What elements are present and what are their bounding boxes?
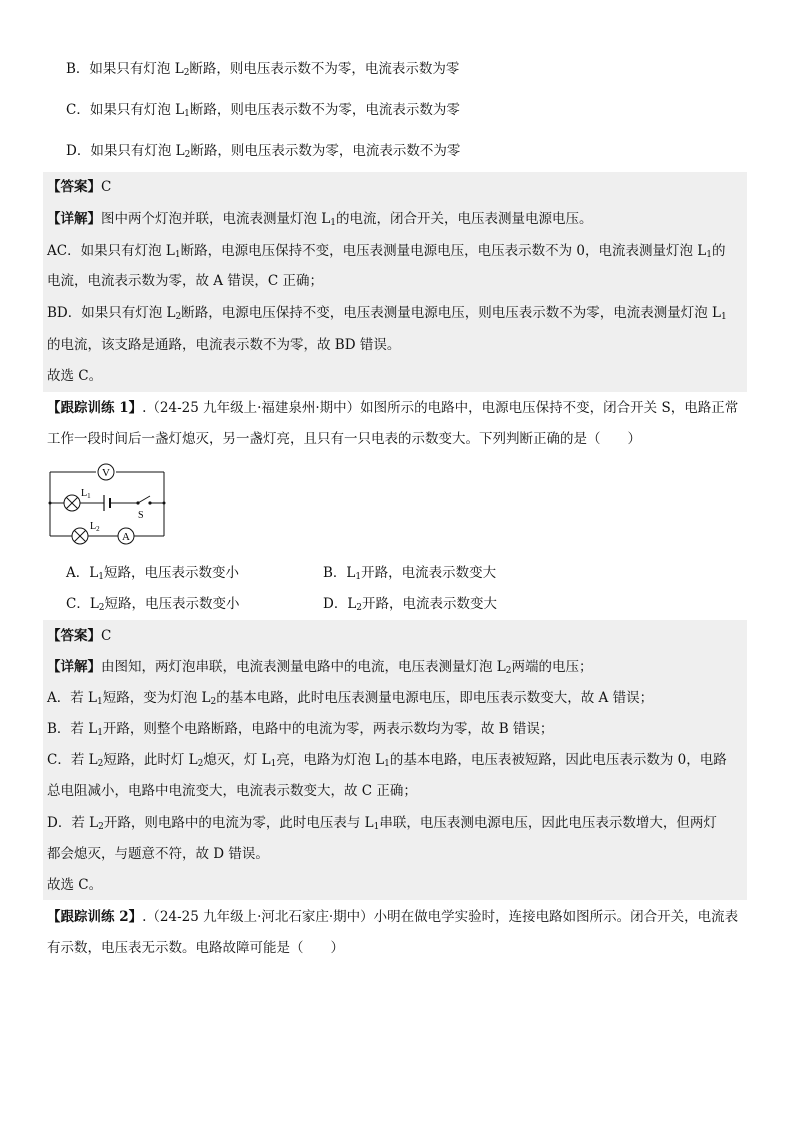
training1-detail: 【详解】由图知，两灯泡串联，电流表测量电路中的电流，电压表测量灯泡 $L_2$两端的电压；	[47, 659, 593, 676]
svg-text:V: V	[102, 467, 110, 479]
training2-question-line2: 有示数，电压表无示数。电路故障可能是（ ）	[47, 940, 344, 956]
training1-option-d: D．$L_2$开路，电流表示数变大	[323, 596, 498, 613]
training1-option-a: A．$L_1$短路，电压表示数变小	[66, 565, 239, 582]
battery-icon	[104, 495, 110, 511]
lamp-l1-icon	[64, 495, 80, 511]
switch-icon	[136, 496, 151, 505]
lamp-l2-label: $L_2$	[90, 521, 100, 533]
ammeter-icon	[118, 528, 134, 544]
svg-text:A: A	[122, 531, 130, 543]
q1-detail-ac-line2: 电流，电流表示数为零，故 A 错误，C 正确；	[47, 273, 323, 289]
q1-detail-ac-line1: AC．如果只有灯泡 $L_1$断路，电源电压保持不变，电压表测量电源电压，电压表示数不为 0，电流表测量灯泡 $L_1$的	[47, 243, 726, 260]
q1-option-c: C．如果只有灯泡 $L_1$断路，则电压表示数不为零，电流表示数为零	[66, 102, 460, 119]
training1-question-line2: 工作一段时间后一盏灯熄灭，另一盏灯亮，且只有一只电表的示数变大。下列判断正确的是（ ）	[47, 431, 641, 447]
training1-detail-d-line1: D．若 $L_2$开路，则电路中的电流为零，此时电压表与 $L_1$串联，电压表测电源电压，因此电压表示数增大，但两灯	[47, 815, 717, 832]
switch-label: S	[138, 510, 144, 521]
training1-detail-d-line2: 都会熄灭，与题意不符，故 D 错误。	[47, 846, 269, 862]
training1-detail-c-line1: C．若 $L_2$短路，此时灯 $L_2$熄灭，灯 $L_1$亮，电路为灯泡 $L_1$的基本电路，电压表被短路，因此电压表示数为 0，电路	[47, 752, 727, 769]
training1-option-b: B．$L_1$开路，电流表示数变大	[323, 565, 497, 582]
q1-option-b: B．如果只有灯泡 $L_2$断路，则电压表示数不为零，电流表示数为零	[66, 61, 460, 78]
training1-detail-c-line2: 总电阻减小，电路中电流变大，电流表示数变大，故 C 正确；	[47, 783, 417, 799]
lamp-l1-label: $L_1$	[81, 488, 91, 500]
training1-conclusion: 故选 C。	[47, 877, 103, 893]
training2-question-line1: 【跟踪训练 2】.（24-25 九年级上·河北石家庄·期中）小明在做电学实验时，连接电路如图所示。闭合开关，电流表	[47, 909, 739, 925]
q1-conclusion: 故选 C。	[47, 368, 103, 384]
lamp-l2-icon	[72, 528, 88, 544]
voltmeter-icon	[98, 464, 114, 480]
q1-answer: 【答案】C	[47, 179, 112, 195]
training1-answer: 【答案】C	[47, 628, 112, 644]
training1-question-line1: 【跟踪训练 1】.（24-25 九年级上·福建泉州·期中）如图所示的电路中，电源电压保持不变，闭合开关 S，电路正常	[47, 400, 739, 416]
training1-detail-b: B．若 $L_1$开路，则整个电路断路，电路中的电流为零，两表示数均为零，故 B 错误；	[47, 721, 554, 738]
circuit-diagram	[44, 460, 174, 550]
q1-detail-bd-line1: BD．如果只有灯泡 $L_2$断路，电源电压保持不变，电压表测量电源电压，则电压表示数不为零，电流表测量灯泡 $L_1$	[47, 305, 727, 322]
training1-option-c: C．$L_2$短路，电压表示数变小	[66, 596, 240, 613]
q1-detail-bd-line2: 的电流，该支路是通路，电流表示数不为零，故 BD 错误。	[47, 337, 401, 353]
q1-detail: 【详解】图中两个灯泡并联，电流表测量灯泡 $L_1$的电流，闭合开关，电压表测量电源电压。	[47, 211, 593, 228]
training1-detail-a: A．若 $L_1$短路，变为灯泡 $L_2$的基本电路，此时电压表测量电源电压，即电压表示数变大，故 A 错误；	[47, 690, 654, 707]
q1-option-d: D．如果只有灯泡 $L_2$断路，则电压表示数为零，电流表示数不为零	[66, 143, 461, 160]
